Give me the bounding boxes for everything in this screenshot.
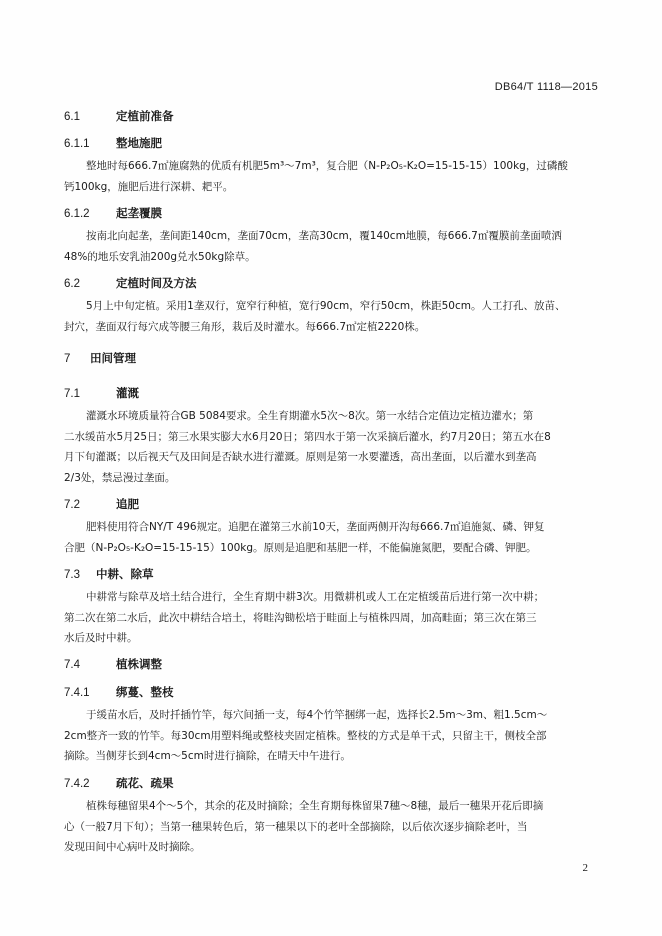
section-heading-7-1: [64, 385, 139, 401]
section-number: 6.2: [64, 278, 80, 290]
paragraph-line: 月下旬灌溉；以后视天气及田间是否缺水进行灌溉。原则是第一水要灌透，高出垄面，以后灌水到垄高: [64, 451, 537, 463]
paragraph-line: 第二次在第二水后，此次中耕结合培土，将畦沟锄松培于畦面上与植株四周，加高畦面；第三次在第三: [64, 611, 537, 624]
paragraph-line: 于缓苗水后，及时扦插竹竿，每穴间插一支，每4个竹竿捆绑一起，选择长2.5m～3m、粗1.5cm～: [86, 709, 548, 721]
paragraph-line: 合肥（N-P₂O₅-K₂O=15-15-15）100kg。原则是追肥和基肥一样，不能偏施氮肥，要配合磷、钾肥。: [64, 541, 537, 554]
paragraph-line: 2cm整齐一致的竹竿。每30cm用塑料绳或整枝夹固定植株。整枝的方式是单干式，只留主干，侧枝全部: [64, 729, 547, 742]
section-heading-7-4-2: [64, 775, 174, 791]
section-title: 田间管理: [90, 351, 136, 365]
section-heading-6-1-2: [64, 205, 162, 221]
paragraph-7-3: [64, 587, 604, 649]
paragraph-line: 二水缓苗水5月25日；第三水果实膨大水6月20日；第四水于第一次采摘后灌水，约7月20日；第五水在8: [64, 430, 551, 443]
paragraph-line: 水后及时中耕。: [64, 632, 138, 644]
section-number: 7.4: [64, 659, 80, 671]
paragraph-line: 48%的地乐安乳油200g兑水50kg除草。: [64, 250, 256, 263]
paragraph-line: 5月上中旬定植。采用1垄双行，宽窄行种植，宽行90cm，窄行50cm，株距50cm。人工打孔、放苗、: [86, 300, 566, 312]
paragraph-line: 肥料使用符合NY/T 496规定。追肥在灌第三水前10天，垄面两侧开沟每666.7㎡追施氮、磷、钾复: [86, 521, 545, 533]
paragraph-line: 发现田间中心病叶及时摘除。: [64, 841, 201, 853]
paragraph-6-1-2: [64, 226, 604, 267]
section-title: 追肥: [116, 497, 139, 511]
paragraph-7-2: [64, 517, 604, 558]
section-title: 起垄覆膜: [116, 206, 162, 220]
section-heading-7-4-1: [64, 684, 174, 700]
section-heading-7-4: [64, 656, 162, 672]
section-number: 7.4.1: [64, 687, 90, 699]
section-heading-7: [64, 350, 136, 366]
section-title: 中耕、除草: [96, 567, 154, 581]
section-title: 灌溉: [116, 386, 139, 400]
section-heading-6-2: [64, 275, 197, 291]
standard-code: DB64/T 1118—2015: [494, 81, 598, 93]
paragraph-line: 按南北向起垄，垄间距140cm，垄面70cm，垄高30cm，覆140cm地膜，每666.7㎡覆膜前垄面喷洒: [86, 230, 562, 242]
section-heading-7-3: [64, 566, 154, 582]
paragraph-line: 灌溉水环境质量符合GB 5084要求。全生育期灌水5次～8次。第一水结合定值边定植边灌水；第: [86, 410, 534, 422]
section-title: 疏花、疏果: [116, 776, 174, 790]
paragraph-line: 整地时每666.7㎡施腐熟的优质有机肥5m³～7m³，复合肥（N-P₂O₅-K₂O=15-15-15）100kg，过磷酸: [86, 160, 568, 172]
section-title: 定植时间及方法: [116, 276, 197, 290]
section-number: 7.1: [64, 388, 80, 400]
section-heading-7-2: [64, 496, 139, 512]
paragraph-line: 钙100kg，施肥后进行深耕、耙平。: [64, 180, 234, 193]
paragraph-line: 心（一般7月下旬）；当第一穗果转色后，第一穗果以下的老叶全部摘除，以后依次逐步摘除老叶，当: [64, 820, 528, 833]
section-heading-6-1: [64, 108, 174, 124]
section-title: 定植前准备: [116, 109, 174, 123]
paragraph-6-2: [64, 296, 604, 337]
section-number: 7.2: [64, 499, 80, 511]
paragraph-line: 植株每穗留果4个～5个，其余的花及时摘除；全生育期每株留果7穗～8穗，最后一穗果开花后即摘: [86, 800, 544, 812]
page-number: 2: [582, 862, 588, 874]
section-number: 6.1: [64, 111, 80, 123]
paragraph-line: 摘除。当侧芽长到4cm～5cm时进行摘除，在晴天中午进行。: [64, 750, 351, 762]
section-number: 6.1.2: [64, 208, 90, 220]
section-title: 整地施肥: [116, 136, 162, 150]
section-number: 7.3: [64, 569, 80, 581]
section-heading-6-1-1: [64, 135, 162, 151]
paragraph-line: 中耕常与除草及培土结合进行，全生育期中耕3次。用微耕机或人工在定植缓苗后进行第一次中耕；: [86, 591, 545, 603]
paragraph-line: 封穴，垄面双行每穴成等腰三角形，栽后及时灌水。每666.7㎡定植2220株。: [64, 320, 426, 333]
section-number: 7: [64, 353, 71, 365]
section-title: 植株调整: [116, 657, 162, 671]
section-title: 绑蔓、整枝: [116, 685, 174, 699]
paragraph-7-4-2: [64, 796, 604, 858]
paragraph-line: 2/3处，禁忌漫过垄面。: [64, 471, 176, 484]
paragraph-7-4-1: [64, 705, 604, 767]
paragraph-7-1: [64, 406, 604, 488]
paragraph-6-1-1: [64, 156, 604, 197]
section-number: 7.4.2: [64, 778, 90, 790]
section-number: 6.1.1: [64, 138, 90, 150]
